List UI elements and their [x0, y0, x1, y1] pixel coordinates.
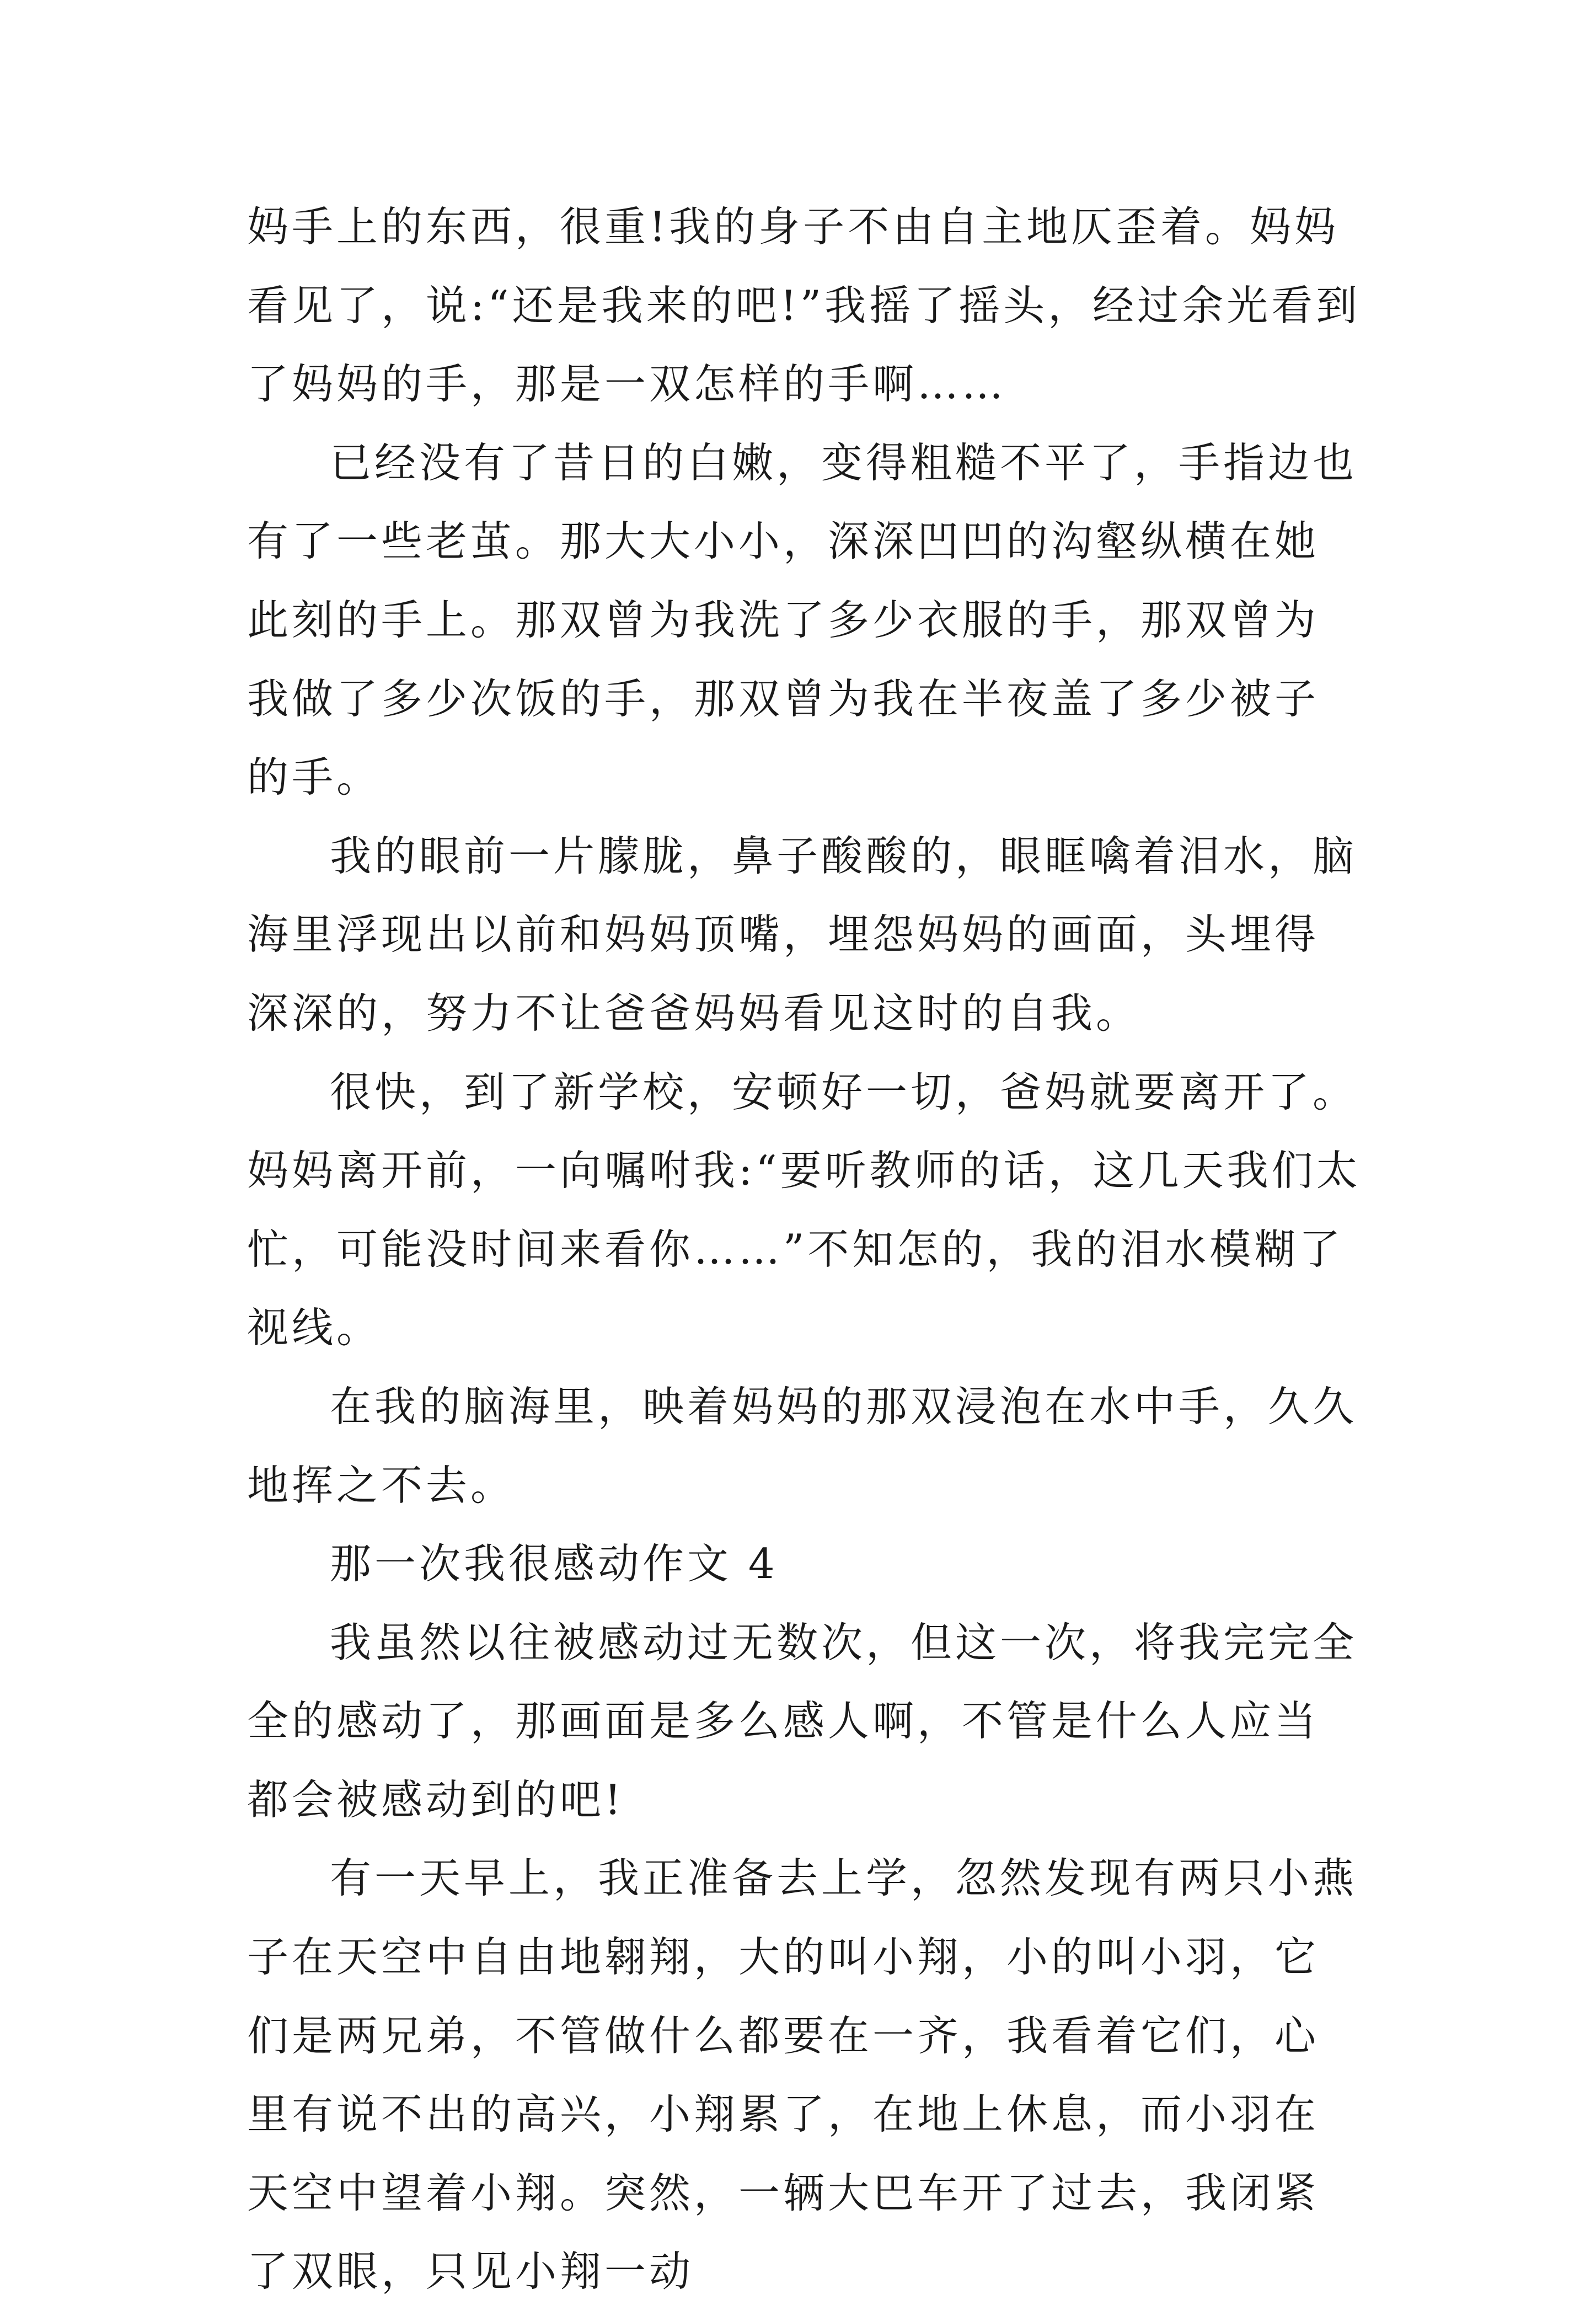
paragraph: 很快，到了新学校，安顿好一切，爸妈就要离开了。妈妈离开前，一向嘱咐我:“要听教师的话，这几天我们太忙，可能没时间来看你……”不知怎的，我的泪水模糊了视线。 — [247, 1067, 1361, 1352]
essay-body — [247, 188, 1361, 2311]
paragraph: 有一天早上，我正准备去上学，忽然发现有两只小燕子在天空中自由地翱翔，大的叫小翔，小的叫小羽，它们是两兄弟，不管做什么都要在一齐，我看着它们，心里有说不出的高兴，小翔累了，在地上休息，而小羽在天空中望着小翔。突然，一辆大巴车开了过去，我闭紧了双眼，只见小翔一动 — [247, 1854, 1358, 2296]
paragraph: 在我的脑海里，映着妈妈的那双浸泡在水中手，久久地挥之不去。 — [247, 1382, 1358, 1510]
section-heading: 那一次我很感动作文 4 — [330, 1539, 778, 1588]
paragraph-continued: 妈手上的东西，很重!我的身子不由自主地仄歪着。妈妈看见了，说:“还是我来的吧!”我摇了摇头，经过余光看到了妈妈的手，那是一双怎样的手啊…… — [247, 202, 1361, 409]
paragraph: 已经没有了昔日的白嫩，变得粗糙不平了，手指边也有了一些老茧。那大大小小，深深凹凹的沟壑纵横在她此刻的手上。那双曾为我洗了多少衣服的手，那双曾为我做了多少次饭的手，那双曾为我在半夜盖了多少被子的手。 — [247, 438, 1358, 802]
paragraph: 我的眼前一片朦胧，鼻子酸酸的，眼眶噙着泪水，脑海里浮现出以前和妈妈顶嘴，埋怨妈妈的画面，头埋得深深的，努力不让爸爸妈妈看见这时的自我。 — [247, 831, 1358, 1037]
paragraph: 我虽然以往被感动过无数次，但这一次，将我完完全全的感动了，那画面是多么感人啊，不管是什么人应当都会被感动到的吧! — [247, 1618, 1358, 1824]
